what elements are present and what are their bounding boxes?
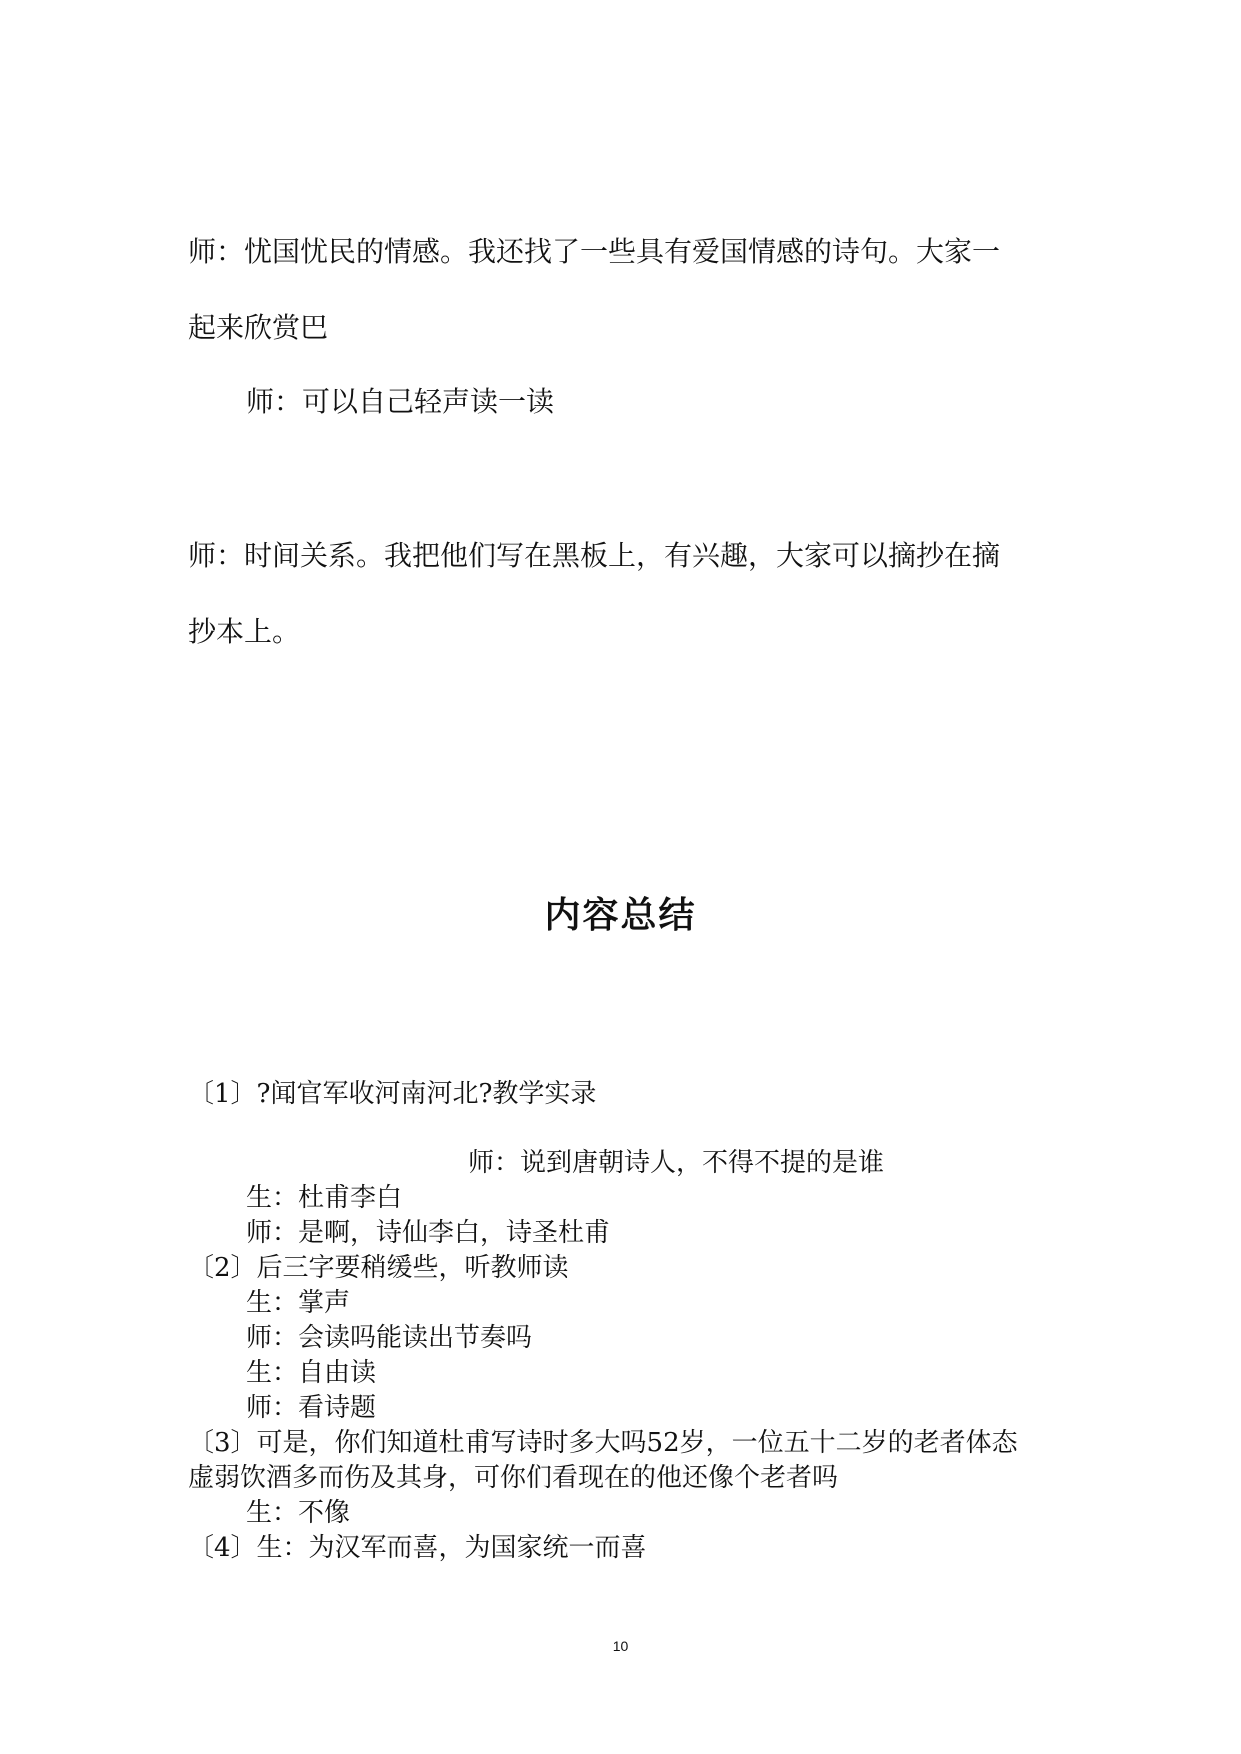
paragraph-line: 师：忧国忧民的情感。我还找了一些具有爱国情感的诗句。大家一 (188, 235, 1001, 268)
summary-line: 〔1〕?闻官军收河南河北?教学实录 (188, 1079, 597, 1109)
summary-line: 〔4〕生：为汉军而喜，为国家统一而喜 (188, 1533, 647, 1563)
summary-line: 师：会读吗能读出节奏吗 (246, 1323, 533, 1353)
paragraph-line: 起来欣赏巴 (188, 311, 329, 344)
summary-line: 生：杜甫李白 (246, 1183, 403, 1213)
paragraph-line: 抄本上。 (188, 615, 301, 648)
summary-line: 师：看诗题 (246, 1393, 377, 1423)
summary-line: 〔2〕后三字要稍缓些，听教师读 (188, 1253, 569, 1283)
summary-line: 生：掌声 (246, 1288, 351, 1318)
summary-line: 师：说到唐朝诗人，不得不提的是谁 (468, 1148, 885, 1178)
paragraph-line: 师：时间关系。我把他们写在黑板上，有兴趣，大家可以摘抄在摘 (188, 539, 1001, 572)
summary-line: 生：自由读 (246, 1358, 377, 1388)
section-title: 内容总结 (544, 895, 697, 936)
summary-line: 师：是啊，诗仙李白，诗圣杜甫 (246, 1218, 611, 1248)
summary-line: 虚弱饮酒多而伤及其身，可你们看现在的他还像个老者吗 (188, 1463, 839, 1493)
summary-line: 生：不像 (246, 1498, 351, 1528)
paragraph-line: 师：可以自己轻声读一读 (246, 385, 555, 418)
summary-line: 〔3〕可是，你们知道杜甫写诗时多大吗52岁，一位五十二岁的老者体态 (188, 1428, 1018, 1458)
page-number: 10 (612, 1638, 629, 1654)
